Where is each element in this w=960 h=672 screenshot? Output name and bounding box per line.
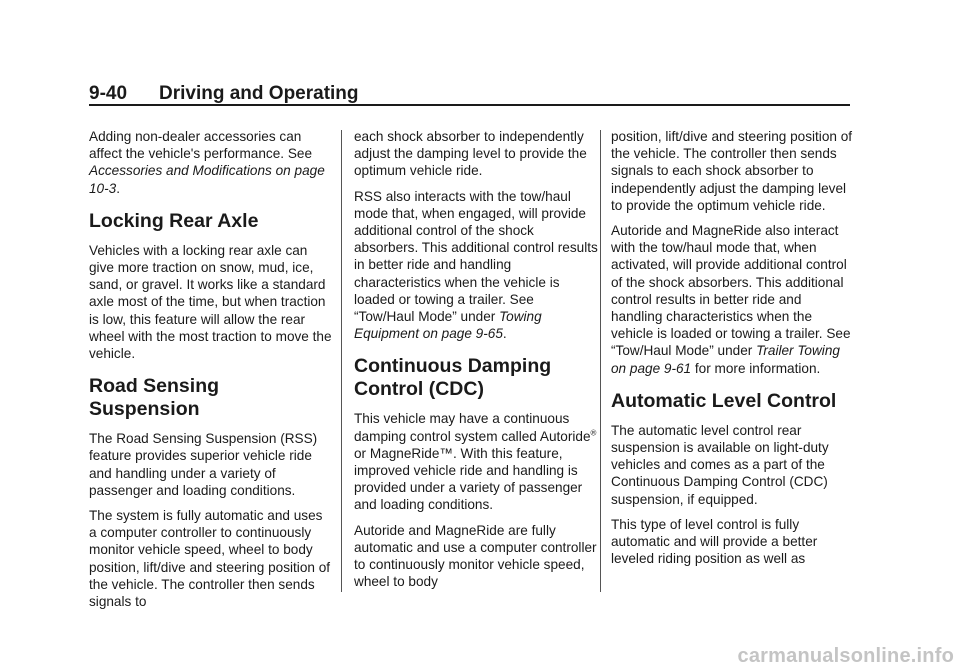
column-divider-2 xyxy=(600,130,601,592)
road-paragraph-1: The Road Sensing Suspension (RSS) feature provides superior vehicle ride and handling under a variety of passenger and loading conditions. xyxy=(89,431,318,498)
page-number: 9-40 xyxy=(89,83,128,104)
section-title: Driving and Operating xyxy=(159,83,359,104)
heading-locking-rear-axle: Locking Rear Axle xyxy=(89,209,259,232)
road-paragraph-2: The system is fully automatic and uses a computer controller to continuously monitor vehicle speed, wheel to body position, lift/dive and steering position of the vehicle. The controller then sends signals to xyxy=(89,508,331,610)
column-divider-1 xyxy=(341,130,342,592)
col3-paragraph-2: Autoride and MagneRide also interact with the tow/haul mode that, when activated, will provide additional control of the shock absorbers. This additional control results in better ride and handling characteristics when the vehicle is loaded or towing a trailer. See “Tow/Haul Mode” under Trailer Towing on page 9-61 for more information. xyxy=(611,223,851,376)
col2-paragraph-2: RSS also interacts with the tow/haul mode that, when engaged, will provide additional control of the shock absorbers. This additional control results in better ride and handling characteristics when the vehicle is loaded or towing a trailer. See “Tow/Haul Mode” under Towing Equipment on page 9-65. xyxy=(354,188,598,342)
heading-road-sensing: Road Sensing Suspension xyxy=(89,375,220,421)
heading-automatic-level-control: Automatic Level Control xyxy=(611,389,837,412)
heading-cdc: Continuous Damping Control (CDC) xyxy=(354,355,552,401)
alc-paragraph-1: The automatic level control rear suspension is available on light-duty vehicles and comes as a part of the Continuous Damping Control (CDC) suspension, if equipped. xyxy=(611,422,829,507)
col2-paragraph-1: each shock absorber to independently adjust the damping level to provide the optimum vehicle ride. xyxy=(354,129,587,179)
cdc-paragraph-2: Autoride and MagneRide are fully automatic and use a computer controller to continuously monitor vehicle speed, wheel to body xyxy=(354,522,597,590)
locking-paragraph: Vehicles with a locking rear axle can give more traction on snow, mud, ice, sand, or gravel. It works like a standard axle most of the time, but when traction is low, this feature will allow the rear wheel with the most traction to move the vehicle. xyxy=(89,242,332,362)
col3-paragraph-1: position, lift/dive and steering position of the vehicle. The controller then sends signals to each shock absorber to independently adjust the damping level to provide the optimum vehicle ride. xyxy=(611,129,853,213)
intro-paragraph: Adding non-dealer accessories can affect the vehicle's performance. See Accessories and Modifications on page 10-3. xyxy=(89,129,325,196)
watermark: carmanualsonline.info xyxy=(737,645,954,667)
column-1 xyxy=(89,128,333,618)
accessories-link[interactable]: Accessories and Modifications on page 10-3 xyxy=(89,163,325,196)
column-3 xyxy=(611,128,855,575)
registered-mark: ® xyxy=(590,428,597,438)
trailer-towing-link[interactable]: Trailer Towing on page 9-61 xyxy=(611,343,840,376)
cdc-paragraph-1: This vehicle may have a continuous damping control system called Autoride® or MagneRide™. With this feature, improved vehicle ride and handling is provided under a variety of passenger and loading conditions. xyxy=(354,411,597,513)
towing-equipment-link[interactable]: Towing Equipment on page 9-65 xyxy=(354,309,542,342)
header-rule xyxy=(89,104,850,106)
column-2 xyxy=(354,128,598,598)
alc-paragraph-2: This type of level control is fully automatic and will provide a better leveled riding position as well as xyxy=(611,516,818,567)
